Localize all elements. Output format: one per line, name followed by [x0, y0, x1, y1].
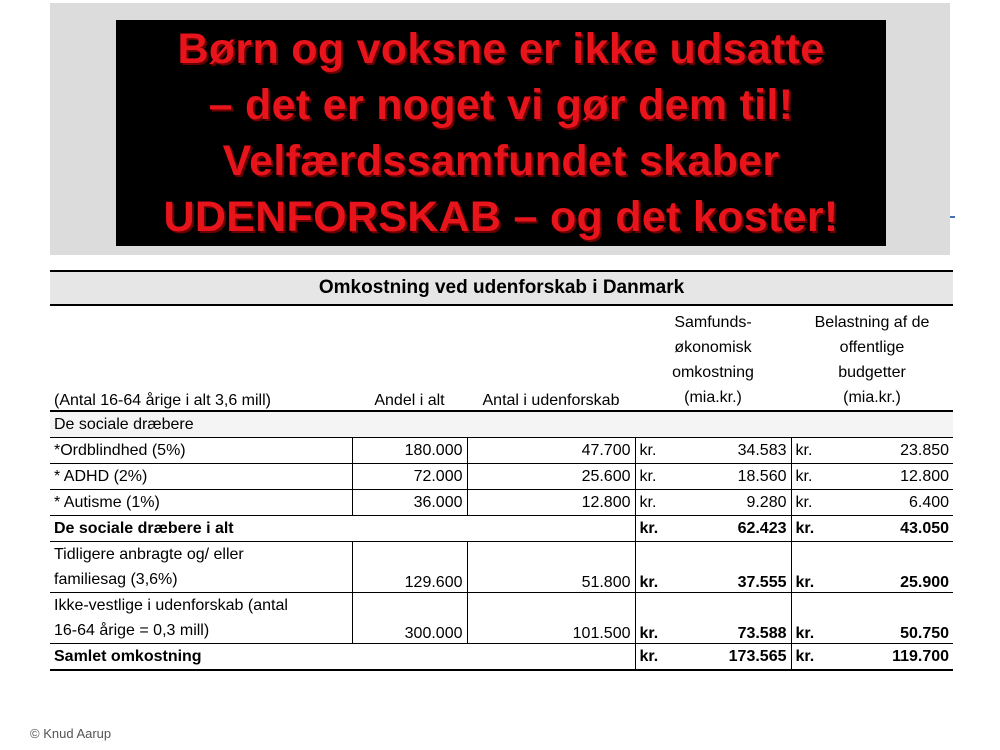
- table-title-row: [50, 271, 953, 305]
- row-currency: kr.: [635, 490, 675, 516]
- row-label: [50, 542, 352, 593]
- row-samfund: 9.280: [675, 490, 791, 516]
- row-currency: kr.: [635, 516, 675, 542]
- header-budget-line: offentlige: [839, 339, 905, 356]
- row-currency: kr.: [791, 542, 831, 593]
- subtotal-budget: 43.050: [831, 516, 953, 542]
- row-samfund: 18.560: [675, 464, 791, 490]
- row-samfund: 73.588: [675, 593, 791, 644]
- row-currency: kr.: [791, 644, 831, 671]
- row-andel: 129.600: [352, 542, 467, 593]
- header-samfund-line: (mia.kr.): [684, 389, 742, 406]
- row-currency: kr.: [635, 644, 675, 671]
- header-andel: Andel i alt: [352, 305, 467, 411]
- copyright-notice: © Knud Aarup: [30, 726, 112, 741]
- cost-table-container: [50, 270, 955, 679]
- row-antal: 47.700: [467, 438, 635, 464]
- total-label: Samlet omkostning: [50, 644, 635, 671]
- row-andel: 36.000: [352, 490, 467, 516]
- table-row: [50, 438, 953, 464]
- subtotal-label: De sociale dræbere i alt: [50, 516, 635, 542]
- row-label: *Ordblindhed (5%): [50, 438, 352, 464]
- row-currency: kr.: [791, 593, 831, 644]
- table-header-row: [50, 305, 953, 411]
- row-antal: 25.600: [467, 464, 635, 490]
- row-label: * Autisme (1%): [50, 490, 352, 516]
- cost-table: [50, 270, 953, 671]
- row-antal: 51.800: [467, 542, 635, 593]
- section-label: De sociale dræbere: [50, 411, 953, 438]
- row-budget: 25.900: [831, 542, 953, 593]
- header-samfund-line: økonomisk: [674, 339, 752, 356]
- row-samfund: 37.555: [675, 542, 791, 593]
- headline-line-1: Børn og voksne er ikke udsatte: [177, 25, 825, 73]
- total-samfund: 173.565: [675, 644, 791, 671]
- row-budget: 12.800: [831, 464, 953, 490]
- row-currency: kr.: [791, 516, 831, 542]
- row-currency: kr.: [635, 593, 675, 644]
- row-label: [50, 593, 352, 644]
- decorative-mark: [950, 216, 955, 218]
- table-row: [50, 542, 953, 593]
- table-row: [50, 593, 953, 644]
- table-row: [50, 490, 953, 516]
- table-row: [50, 464, 953, 490]
- total-budget: 119.700: [831, 644, 953, 671]
- row-label: * ADHD (2%): [50, 464, 352, 490]
- total-row: [50, 644, 953, 671]
- row-currency: kr.: [791, 490, 831, 516]
- row-antal: 12.800: [467, 490, 635, 516]
- row-samfund: 34.583: [675, 438, 791, 464]
- header-budget: [791, 305, 953, 411]
- section-row: [50, 411, 953, 438]
- row-label-line: 16-64 årige = 0,3 mill): [54, 622, 210, 639]
- row-budget: 50.750: [831, 593, 953, 644]
- header-budget-line: (mia.kr.): [843, 389, 901, 406]
- header-samfund-line: omkostning: [672, 364, 754, 381]
- row-label-line: Ikke-vestlige i udenforskab (antal: [54, 597, 288, 614]
- row-currency: kr.: [791, 464, 831, 490]
- headline-banner: [116, 20, 886, 246]
- header-samfund: [635, 305, 791, 411]
- row-label-line: familiesag (3,6%): [54, 571, 178, 588]
- headline-line-2: – det er noget vi gør dem til!: [208, 81, 794, 129]
- row-currency: kr.: [635, 542, 675, 593]
- header-budget-line: Belastning af de: [814, 314, 930, 331]
- header-antal: Antal i udenforskab: [467, 305, 635, 411]
- row-currency: kr.: [791, 438, 831, 464]
- headline-line-4: UDENFORSKAB – og det koster!: [163, 193, 839, 241]
- row-andel: 300.000: [352, 593, 467, 644]
- header-population: (Antal 16-64 årige i alt 3,6 mill): [50, 305, 352, 411]
- row-budget: 23.850: [831, 438, 953, 464]
- subtotal-samfund: 62.423: [675, 516, 791, 542]
- header-budget-line: budgetter: [838, 364, 906, 381]
- row-andel: 180.000: [352, 438, 467, 464]
- header-samfund-line: Samfunds-: [674, 314, 752, 331]
- row-currency: kr.: [635, 464, 675, 490]
- row-label-line: Tidligere anbragte og/ eller: [54, 546, 244, 563]
- subtotal-row: [50, 516, 953, 542]
- headline-line-3: Velfærdssamfundet skaber: [222, 137, 780, 185]
- table-title: Omkostning ved udenforskab i Danmark: [50, 271, 953, 305]
- row-budget: 6.400: [831, 490, 953, 516]
- row-currency: kr.: [635, 438, 675, 464]
- row-antal: 101.500: [467, 593, 635, 644]
- row-andel: 72.000: [352, 464, 467, 490]
